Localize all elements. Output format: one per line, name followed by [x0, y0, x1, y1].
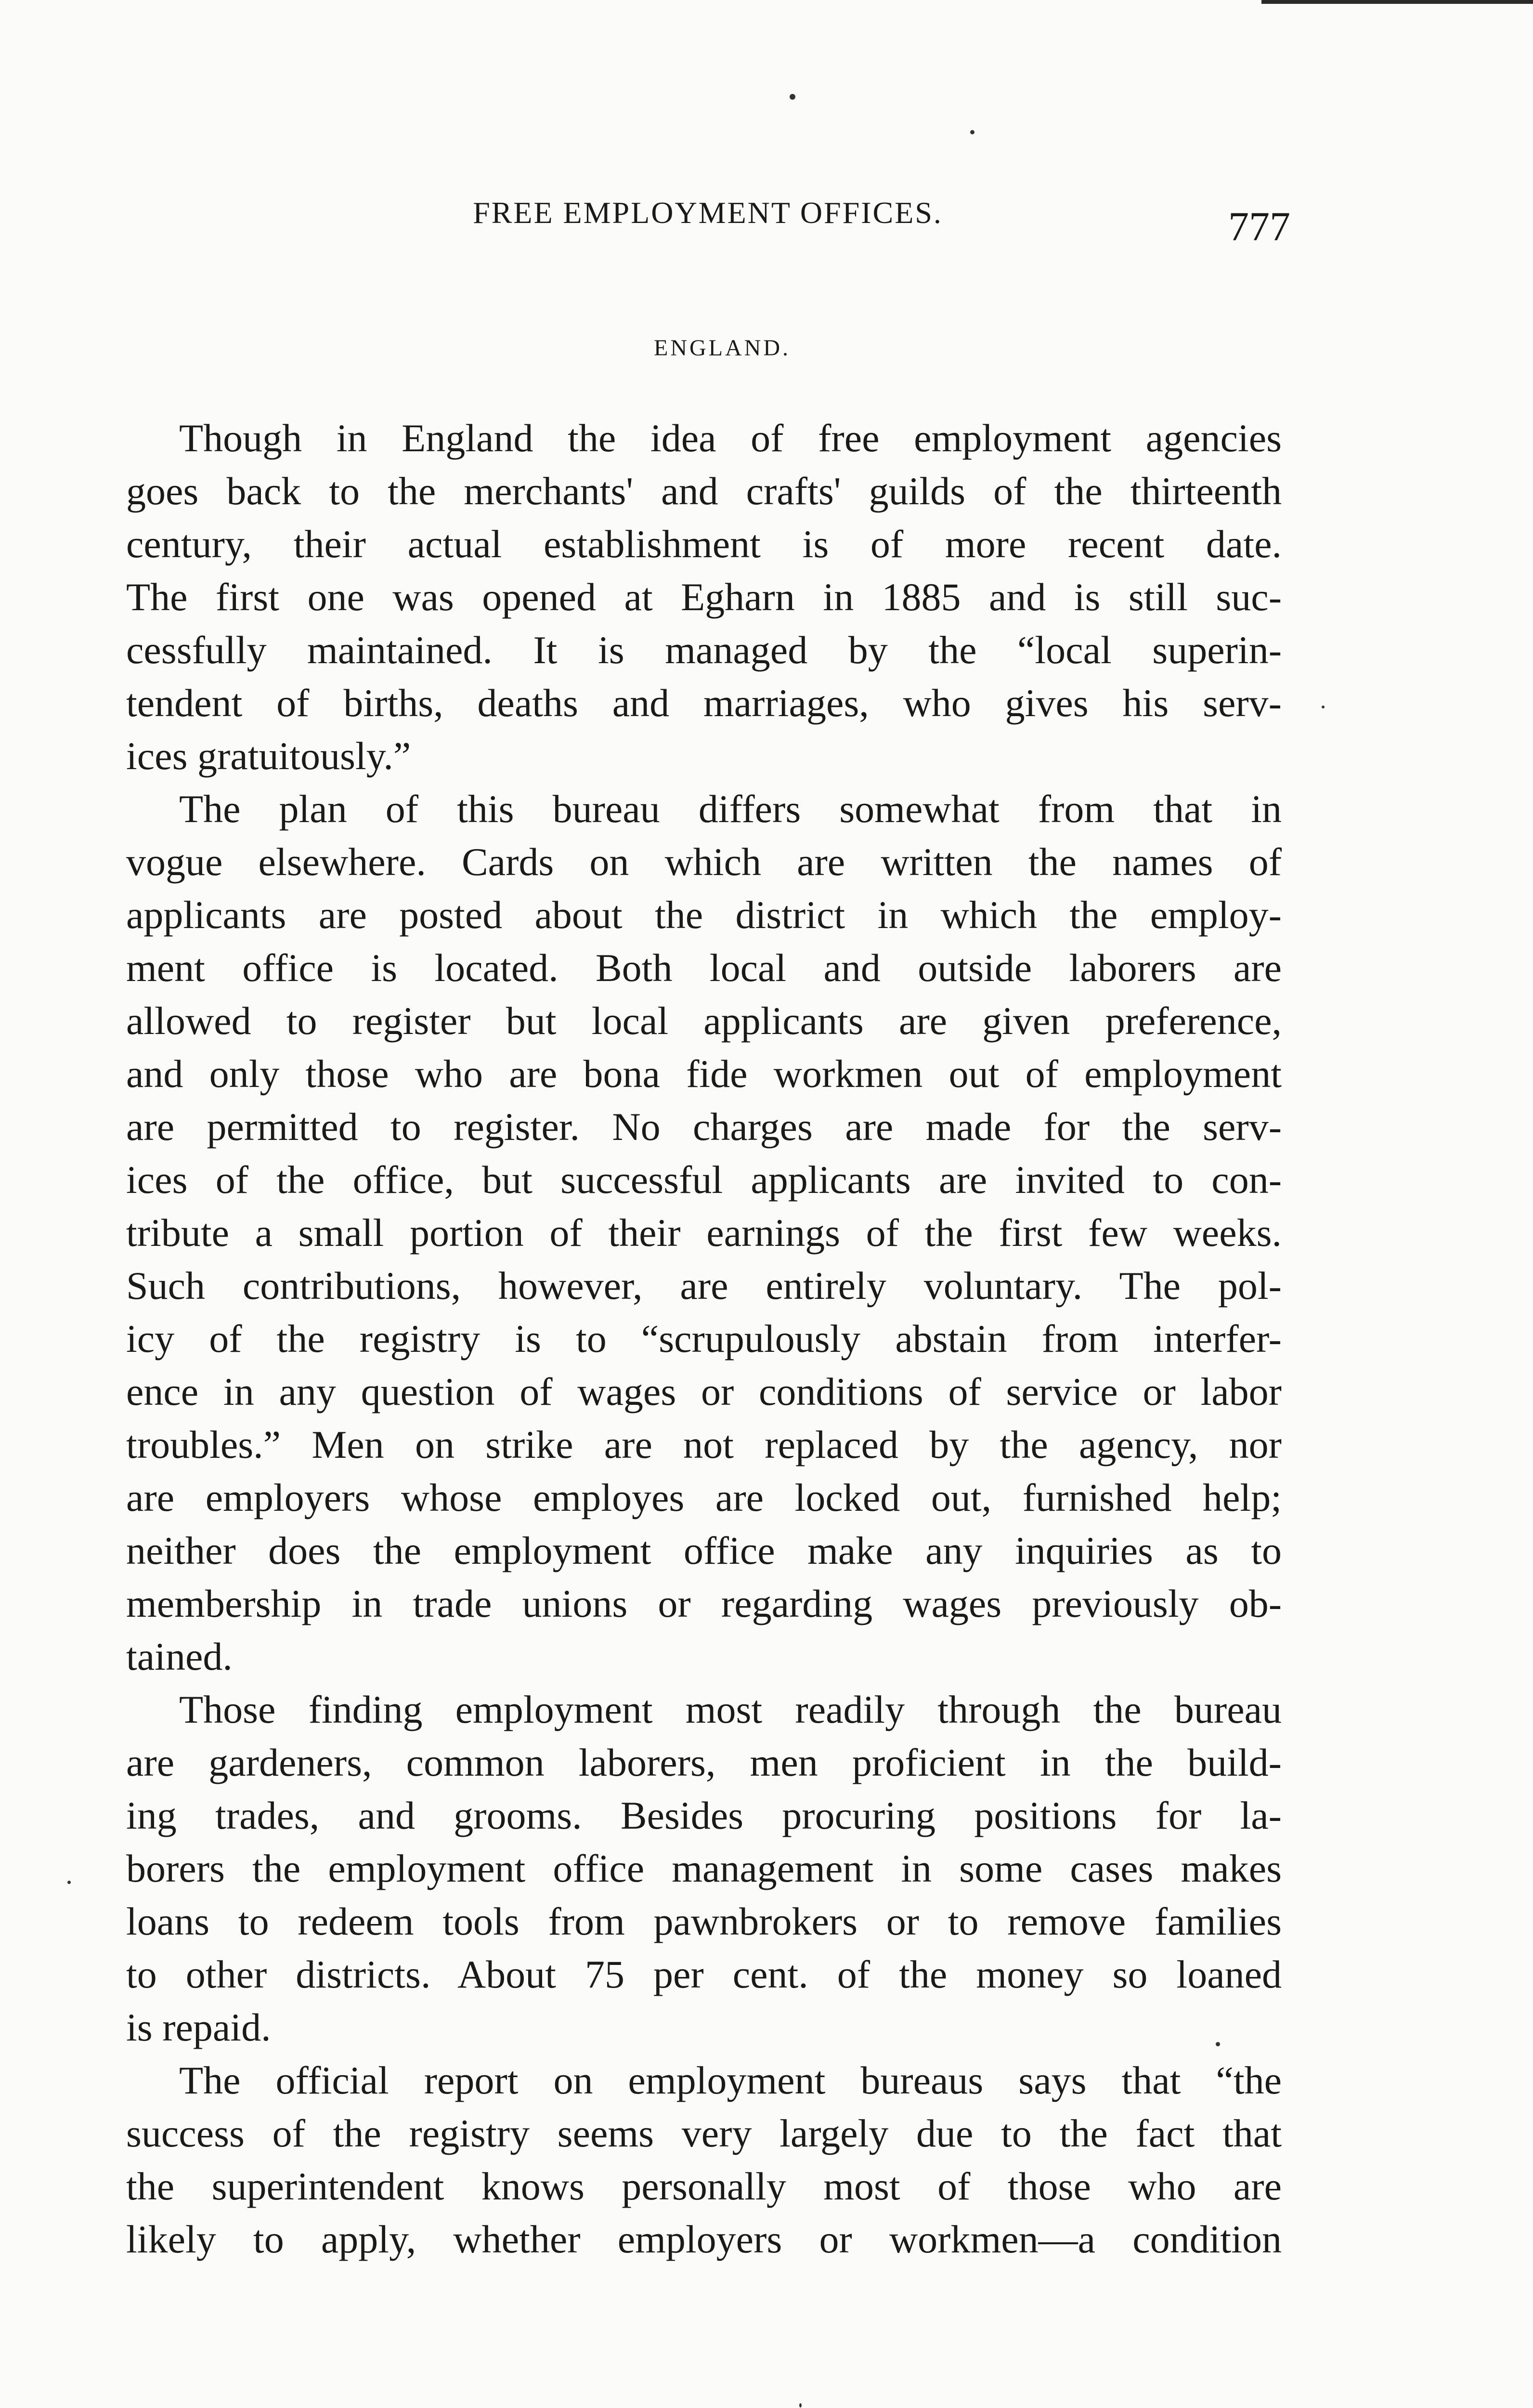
- text-line: to other districts. About 75 per cent. of the money so loaned: [126, 1952, 1282, 1996]
- text-line: neither does the employment office make any inquiries as to: [126, 1529, 1282, 1572]
- paragraph: [126, 2054, 1282, 2266]
- text-line: ing trades, and grooms. Besides procuring positions for la-: [126, 1793, 1282, 1837]
- text-line: are permitted to register. No charges are made for the serv-: [126, 1105, 1282, 1149]
- paragraph: [126, 1683, 1282, 2054]
- text-line: the superintendent knows personally most of those who are: [126, 2164, 1282, 2208]
- text-line: borers the employment office management in some cases makes: [126, 1846, 1282, 1890]
- text-line: tained.: [126, 1635, 233, 1678]
- top-edge-rule: [1261, 0, 1533, 4]
- text-line: ices of the office, but successful applicants are invited to con-: [126, 1158, 1282, 1202]
- section-heading: ENGLAND.: [654, 335, 791, 361]
- text-line: ices gratuitously.”: [126, 734, 411, 778]
- text-line: vogue elsewhere. Cards on which are written the names of: [126, 840, 1282, 884]
- page-number: 777: [1228, 203, 1290, 249]
- text-line: likely to apply, whether employers or workmen—a condition: [126, 2217, 1282, 2261]
- text-line: The official report on employment bureaus says that “the: [179, 2058, 1282, 2102]
- running-header: FREE EMPLOYMENT OFFICES.: [473, 196, 943, 230]
- text-line: are gardeners, common laborers, men proficient in the build-: [126, 1741, 1282, 1784]
- text-line: goes back to the merchants' and crafts' guilds of the thirteenth: [126, 469, 1282, 513]
- text-line: success of the registry seems very largely due to the fact that: [126, 2111, 1282, 2155]
- paragraph: [126, 412, 1282, 783]
- text-line: tribute a small portion of their earnings of the first few weeks.: [126, 1211, 1282, 1255]
- paragraph: [126, 783, 1282, 1683]
- text-line: Such contributions, however, are entirely voluntary. The pol-: [126, 1264, 1282, 1308]
- text-line: Though in England the idea of free employment agencies: [179, 416, 1282, 460]
- text-line: allowed to register but local applicants are given preference,: [126, 999, 1282, 1043]
- text-line: Those finding employment most readily through the bureau: [179, 1688, 1282, 1731]
- text-line: cessfully maintained. It is managed by the “local superin-: [126, 628, 1282, 672]
- text-line: The plan of this bureau differs somewhat from that in: [179, 787, 1282, 831]
- text-line: The first one was opened at Egharn in 1885 and is still suc-: [126, 575, 1282, 619]
- text-line: is repaid.: [126, 2005, 271, 2049]
- text-line: membership in trade unions or regarding wages previously ob-: [126, 1582, 1282, 1625]
- text-line: ment office is located. Both local and outside laborers are: [126, 946, 1282, 990]
- body-text: [126, 412, 1282, 2266]
- text-line: are employers whose employes are locked out, furnished help;: [126, 1476, 1282, 1519]
- text-line: applicants are posted about the district in which the employ-: [126, 893, 1282, 937]
- text-line: tendent of births, deaths and marriages, who gives his serv-: [126, 681, 1282, 725]
- text-line: and only those who are bona fide workmen out of employment: [126, 1052, 1282, 1096]
- text-line: century, their actual establishment is of more recent date.: [126, 522, 1282, 566]
- text-line: troubles.” Men on strike are not replaced by the agency, nor: [126, 1423, 1282, 1466]
- text-line: ence in any question of wages or conditions of service or labor: [126, 1370, 1282, 1413]
- text-line: loans to redeem tools from pawnbrokers or to remove families: [126, 1899, 1282, 1943]
- text-line: icy of the registry is to “scrupulously abstain from interfer-: [126, 1317, 1282, 1361]
